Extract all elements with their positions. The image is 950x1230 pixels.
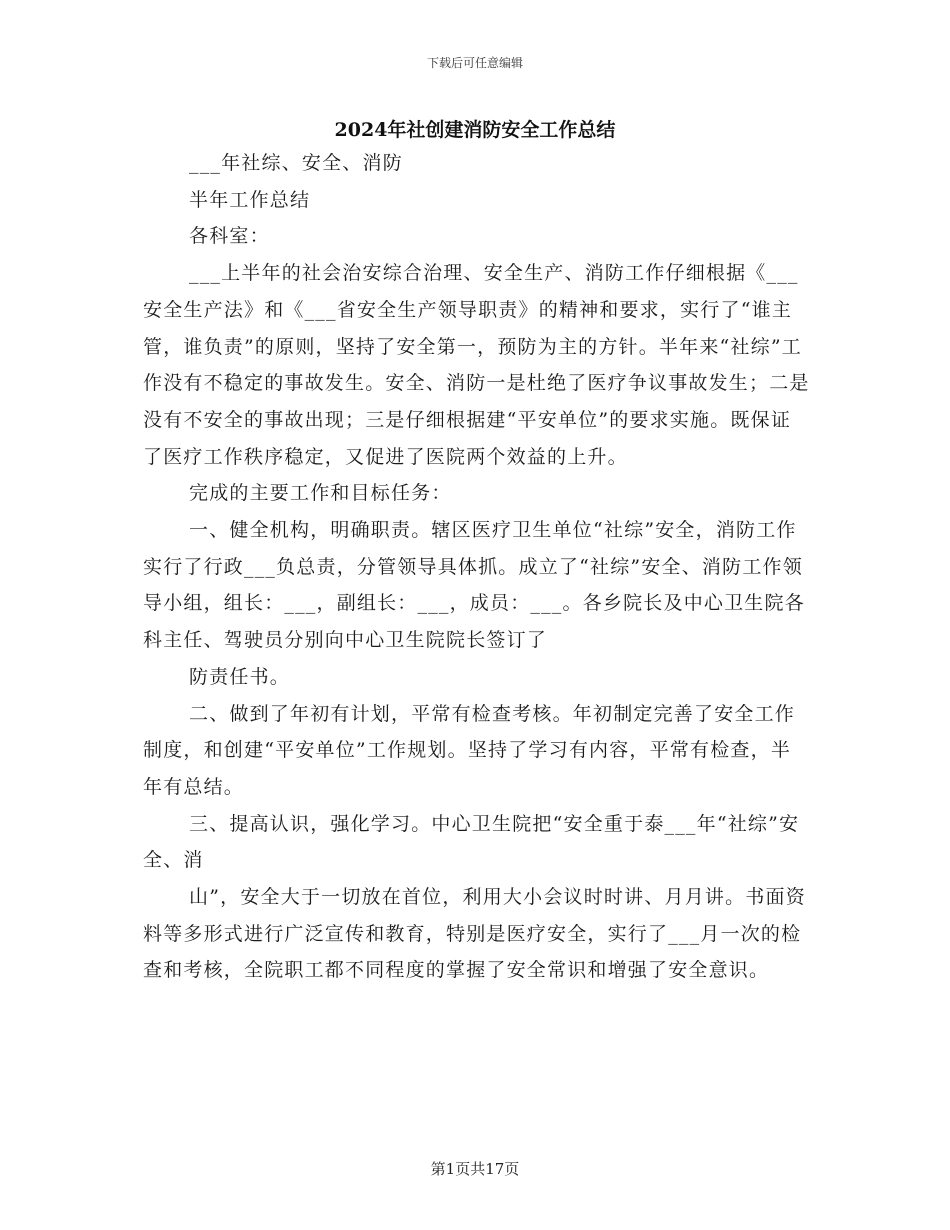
paragraph-item-1: 一、健全机构，明确职责。辖区医疗卫生单位“社综”安全，消防工作实行了行政___负总责，分管领导具体抓。成立了“社综”安全、消防工作领导小组，组长：___，副组长：___，成员：___。各乡院长及中心卫生院各科主任、驾驶员分别向中心卫生院院长签订了 (143, 519, 805, 652)
header-note: 下载后可任意编辑 (426, 56, 523, 70)
paragraph-intro: ___上半年的社会治安综合治理、安全生产、消防工作仔细根据《___安全生产法》和《___省安全生产领导职责》的精神和要求，实行了“谁主管，谁负责”的原则，坚持了安全第一，预防为主的方针。半年来“社综”工作没有不稳定的事故发生。安全、消防一是杜绝了医疗争议事故发生；二是没有不安全的事故出现；三是仔细根据建“平安单位”的要求实施。既保证了医疗工作秩序稳定，又促进了医院两个效益的上升。 (143, 262, 810, 468)
page-indicator: 第1页共17页 (430, 1160, 520, 1178)
paragraph-item-1-cont: 防责任书。 (189, 665, 291, 688)
paragraph-item-3-cont: 山”，安全大于一切放在首位，利用大小会议时时讲、月月讲。书面资料等多形式进行广泛宣传和教育，特别是医疗安全，实行了___月一次的检查和考核，全院职工都不同程度的掌握了安全常识和增强了安全意识。 (143, 886, 806, 982)
paragraph-item-3: 三、提高认识，强化学习。中心卫生院把“安全重于泰___年“社综”安全、消 (143, 812, 800, 872)
paragraph-salutation: 各科室： (189, 225, 270, 248)
paragraph-subtitle-line-1: ___年社综、安全、消防 (189, 152, 403, 174)
paragraph-subtitle-line-2: 半年工作总结 (189, 188, 311, 211)
paragraph-item-2: 二、做到了年初有计划，平常有检查考核。年初制定完善了安全工作制度，和创建“平安单位”工作规划。坚持了学习有内容，平常有检查，半年有总结。 (143, 702, 796, 798)
document-body (143, 145, 811, 989)
paragraph-tasks-heading: 完成的主要工作和目标任务： (189, 482, 452, 505)
document-title: 2024年社创建消防安全工作总结 (334, 119, 616, 141)
